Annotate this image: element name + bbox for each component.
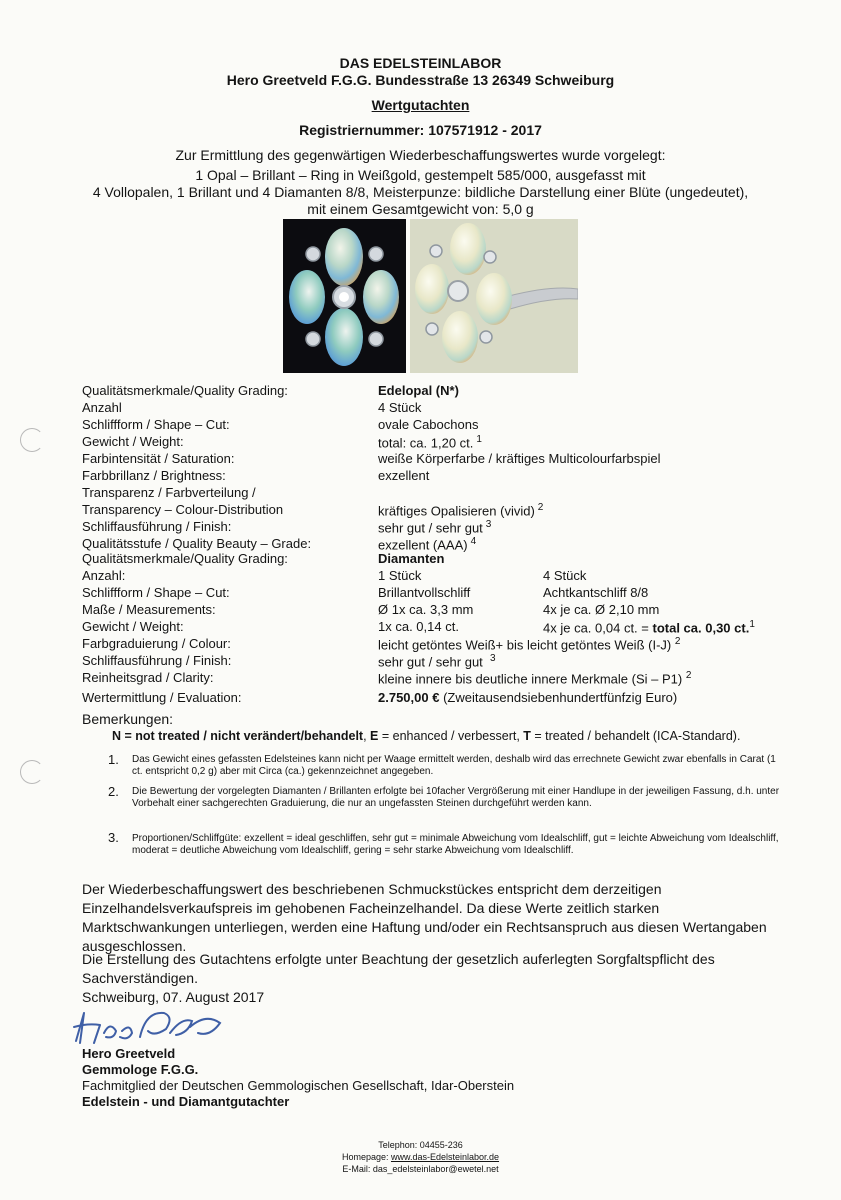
evaluation-words: (Zweitausendsiebenhundertfünfzig Euro) [439,690,678,705]
opal-row-label: Farbintensität / Saturation: [82,451,235,466]
footnote-ref: 4 [470,536,477,547]
treatment-legend [112,728,740,744]
diamond-weight-eightcut [543,619,755,636]
footnote-ref: 3 [485,519,492,530]
diamond-finish-label: Schliffausführung / Finish: [82,653,232,668]
opal-row-label: Schliffform / Shape – Cut: [82,417,230,432]
opal-row-value-text: 4 Stück [378,400,422,415]
opal-grading-value: Edelopal (N*) [378,383,459,398]
opal-row-label: Transparenz / Farbverteilung / [82,485,256,500]
opal-row-value [378,434,482,451]
footnote-ref: 2 [537,502,544,513]
opal-row-value [378,451,661,467]
diamond-colour-text: leicht getöntes Weiß+ bis leicht getöntes Weiß (I-J) [378,637,672,653]
place-date: Schweiburg, 07. August 2017 [82,989,265,1005]
footer-phone: Telephon: 04455-236 [378,1140,463,1150]
opal-grading-label: Qualitätsmerkmale/Quality Grading: [82,383,288,398]
ring-photo-top-view [283,219,406,373]
opal-row-value-text: sehr gut / sehr gut [378,520,483,536]
opal-row-value [378,519,491,536]
document-title: Wertgutachten [371,97,470,113]
opal-row-label: Qualitätsstufe / Quality Beauty – Grade: [82,536,312,551]
opal-row-value-text: kräftiges Opalisieren (vivid) [378,503,535,519]
intro-line-4: mit einem Gesamtgewicht von: 5,0 g [307,201,534,217]
diamond-weight-label: Gewicht / Weight: [82,619,184,634]
diamond-cut-brilliant: Brillantvollschliff [378,585,471,600]
opal-row-label: Gewicht / Weight: [82,434,184,449]
evaluation-label: Wertermittlung / Evaluation: [82,690,242,705]
lab-address: Hero Greetveld F.G.G. Bundesstraße 13 26349 Schweiburg [226,72,615,88]
handwritten-signature [70,1003,240,1048]
opal-row-value-text: ovale Cabochons [378,417,479,432]
opal-row-value [378,502,543,519]
closing-paragraph-1: Der Wiederbeschaffungswert des beschriebenen Schmuckstückes entspricht dem derzeitigen Einzelhandelsverkaufspreis im gehobenen Facheinzelhandel. Da diese Werte zeitlich starken Marktschwankungen unterliegen, werden eine Haftung und/oder ein Rechtsanspruch aus diesen Wertangaben ausgeschlossen. [82,881,767,954]
diamond-count-brilliant: 1 Stück [378,568,422,583]
diamond-grading-value: Diamanten [378,551,445,566]
footnote-ref: 3 [490,653,496,664]
diamond-finish-text: sehr gut / sehr gut [378,654,483,670]
note-number: 3. [108,830,119,845]
opal-row-label: Farbbrillanz / Brightness: [82,468,226,483]
opal-row-value [378,400,421,416]
opal-row-label: Anzahl [82,400,122,415]
legend-not-treated: N = not treated / nicht verändert/behandelt [112,729,364,743]
diamond-weight-total: total ca. 0,30 ct. [652,620,750,636]
footer-homepage [0,1151,841,1163]
note-number: 2. [108,784,119,799]
legend-enhanced-key: E [370,729,379,743]
remarks-heading: Bemerkungen: [82,711,174,727]
punch-hole [20,760,44,784]
diamond-measure-eightcut: 4x je ca. Ø 2,10 mm [543,602,660,617]
homepage-link[interactable]: www.das-Edelsteinlabor.de [390,1152,500,1162]
diamond-cut-eightcut: Achtkantschliff 8/8 [543,585,649,600]
note-text: Das Gewicht eines gefassten Edelsteines kann nicht per Waage ermittelt werden, deshalb wird das errechnete Gewicht zwar ebenfalls in Carat (1 ct. entspricht 0,2 g) aber mit Circa (ca.) gekennzeichnet angegeben. [132,754,776,777]
signatory-name: Hero Greetveld [82,1046,176,1061]
legend-enhanced: = enhanced / verbessert, [378,729,524,743]
footnote-ref: 2 [674,636,681,647]
evaluation-value [378,690,677,706]
diamond-clarity-label: Reinheitsgrad / Clarity: [82,670,214,685]
registration-number: Registriernummer: 107571912 - 2017 [299,122,542,138]
evaluation-amount: 2.750,00 € [378,690,440,705]
signatory-title: Gemmologe F.G.G. [82,1062,199,1077]
diamond-colour-label: Farbgraduierung / Colour: [82,636,231,651]
diamond-count-label: Anzahl: [82,568,126,583]
diamond-measure-brilliant: Ø 1x ca. 3,3 mm [378,602,474,617]
legend-separator: , [363,729,371,743]
footer-email: E-Mail: das_edelsteinlabor@ewetel.net [342,1164,499,1174]
opal-row-value [378,417,478,433]
legend-treated-key: T [523,729,531,743]
footnote-ref: 1 [476,434,482,445]
diamond-measure-label: Maße / Measurements: [82,602,216,617]
opal-row-value-text: total: ca. 1,20 ct. [378,435,474,451]
note-number: 1. [108,752,119,767]
diamond-weight-each: 4x je ca. 0,04 ct. = [543,620,653,636]
note-text: Proportionen/Schliffgüte: exzellent = ideal geschliffen, sehr gut = minimale Abweichung vom Idealschliff, gut = leichte Abweichung vom Idealschliff, moderat = deutliche Abweichung vom Idealschliff, gering = sehr starke Abweichung vom Idealschliff. [132,833,779,856]
note-text: Die Bewertung der vorgelegten Diamanten / Brillanten erfolgte bei 10facher Vergrößerung mit einer Handlupe in der jeweiligen Fassung, d.h. unter Vorbehalt einer sachgerechten Graduierung, die nur an ungefassten Steinen durchgeführt werden kann. [132,786,780,809]
diamond-count-eightcut: 4 Stück [543,568,587,583]
footnote-ref: 1 [749,619,755,630]
diamond-grading-label: Qualitätsmerkmale/Quality Grading: [82,551,288,566]
signatory-role: Edelstein - und Diamantgutachter [82,1094,290,1109]
opal-row-value-text: exzellent [378,468,430,483]
intro-line-1: Zur Ermittlung des gegenwärtigen Wiederbeschaffungswertes wurde vorgelegt: [175,147,666,163]
footnote-ref: 2 [685,670,692,681]
footer-homepage-label: Homepage: [341,1152,391,1162]
diamond-clarity-value [378,670,691,687]
lab-name: DAS EDELSTEINLABOR [339,55,502,71]
signatory-membership: Fachmitglied der Deutschen Gemmologischen Gesellschaft, Idar-Oberstein [82,1078,515,1093]
intro-line-3: 4 Vollopalen, 1 Brillant und 4 Diamanten 8/8, Meisterpunze: bildliche Darstellung einer Blüte (ungedeutet), [92,184,749,200]
diamond-colour-value [378,636,680,653]
diamond-finish-value [378,653,496,670]
opal-row-value-text: exzellent (AAA) [378,537,468,553]
opal-row-value [378,468,429,484]
diamond-clarity-text: kleine innere bis deutliche innere Merkmale (Si – P1) [378,671,683,687]
closing-paragraph-2: Die Erstellung des Gutachtens erfolgte unter Beachtung der gesetzlich auferlegten Sorgfaltspflicht des Sachverständigen. [82,951,715,986]
diamond-cut-label: Schliffform / Shape – Cut: [82,585,230,600]
punch-hole [20,428,44,452]
opal-row-label: Schliffausführung / Finish: [82,519,232,534]
intro-line-2: 1 Opal – Brillant – Ring in Weißgold, gestempelt 585/000, ausgefasst mit [195,167,646,183]
ring-photo-side-view [410,219,578,373]
opal-row-value-text: weiße Körperfarbe / kräftiges Multicolourfarbspiel [378,451,661,466]
diamond-weight-brilliant: 1x ca. 0,14 ct. [378,619,459,634]
legend-treated: = treated / behandelt (ICA-Standard). [530,729,741,743]
opal-row-label: Transparency – Colour-Distribution [82,502,284,517]
